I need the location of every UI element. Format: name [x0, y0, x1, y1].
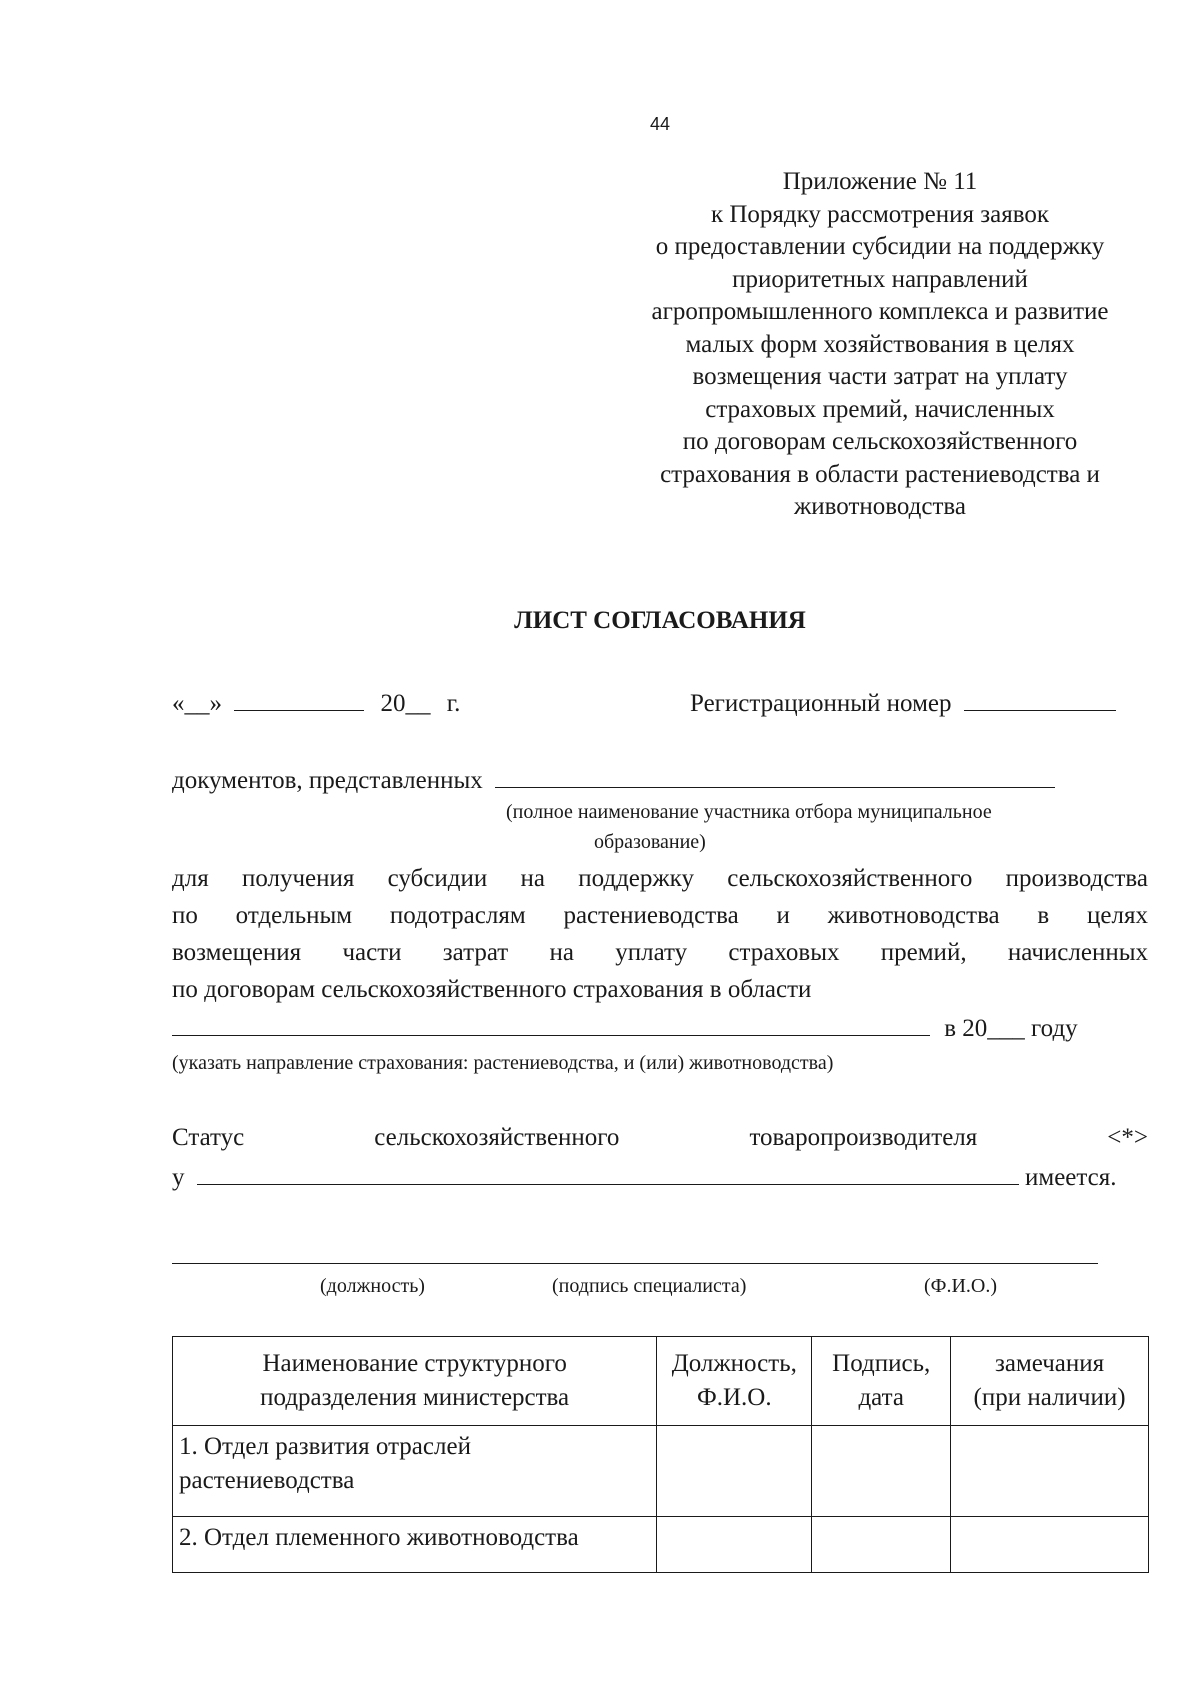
appendix-line: Приложение № 11: [782, 168, 978, 195]
word: начисленных: [1007, 939, 1148, 966]
appendix-line: малых форм хозяйствования в целях: [685, 330, 1075, 358]
documents-field: [172, 765, 1055, 795]
position-cell: [657, 1426, 812, 1517]
signature-fio-caption: (Ф.И.О.): [924, 1275, 998, 1297]
word: целях: [1087, 902, 1148, 929]
table-row: [173, 1517, 1149, 1573]
word: уплату: [615, 939, 688, 966]
date-day-quote: «__»: [172, 690, 222, 717]
word: <*>: [1107, 1124, 1148, 1151]
appendix-line: к Порядку рассмотрения заявок: [710, 200, 1050, 228]
appendix-line: страхования в области растениеводства и: [660, 460, 1100, 488]
word: поддержку: [578, 865, 694, 892]
appendix-line: агропромышленного комплекса и развитие: [651, 298, 1109, 325]
paragraph-line: по договорам сельскохозяйственного страхования в области: [172, 976, 812, 1003]
status-holder-field: [172, 1162, 1116, 1192]
insurance-direction-field: [172, 1013, 1078, 1043]
participant-caption-cont: образование): [594, 831, 706, 853]
holder-name-blank: [197, 1162, 1019, 1185]
word: подотраслям: [389, 902, 526, 929]
department-cell: 1. Отдел развития отраслей растениеводства: [173, 1426, 657, 1517]
word: сельскохозяйственного: [727, 865, 973, 892]
table-header-row: [173, 1337, 1149, 1426]
word: на: [549, 939, 574, 966]
word: животноводства: [827, 902, 1000, 929]
approval-table: [172, 1336, 1149, 1573]
signature-position-caption: (должность): [320, 1275, 425, 1297]
header-remarks: замечания (при наличии): [951, 1337, 1149, 1426]
registration-label: Регистрационный номер: [690, 690, 952, 717]
word: для: [172, 865, 209, 892]
appendix-line: страховых премий, начисленных: [705, 395, 1055, 423]
word: по: [172, 902, 198, 929]
appendix-line: по договорам сельскохозяйственного: [682, 428, 1078, 455]
position-cell: [657, 1517, 812, 1573]
signature-sign-caption: (подпись специалиста): [552, 1275, 747, 1297]
paragraph-line: [172, 902, 1148, 930]
appendix-line: возмещения части затрат на уплату: [692, 363, 1068, 390]
word: возмещения: [172, 939, 302, 966]
participant-name-blank: [495, 765, 1055, 788]
insurance-direction-caption: (указать направление страхования: растениеводства, и (или) животноводства): [172, 1052, 834, 1074]
word: части: [342, 939, 402, 966]
word: затрат: [442, 939, 509, 966]
word: на: [520, 865, 545, 892]
signature-line: [172, 1263, 1098, 1264]
date-year-suffix: г.: [446, 690, 461, 717]
document-title: ЛИСТ СОГЛАСОВАНИЯ: [514, 607, 806, 634]
date-field: [172, 688, 460, 718]
status-suffix: имеется.: [1025, 1164, 1117, 1191]
date-month-blank: [234, 688, 364, 711]
registration-number-field: [690, 688, 1116, 718]
appendix-header: [600, 166, 1160, 524]
documents-label: документов, представленных: [172, 767, 483, 794]
appendix-line: о предоставлении субсидии на поддержку: [655, 233, 1105, 260]
date-year-prefix: 20__: [380, 690, 431, 717]
paragraph-line: [172, 865, 1148, 893]
participant-caption: (полное наименование участника отбора муниципальное: [506, 801, 992, 823]
remarks-cell: [951, 1517, 1149, 1573]
word: товаропроизводителя: [749, 1124, 978, 1151]
appendix-line: животноводства: [794, 493, 966, 520]
signature-cell: [812, 1517, 951, 1573]
status-prefix: у: [172, 1164, 185, 1191]
header-signature: Подпись, дата: [812, 1337, 951, 1426]
paragraph-line: [172, 939, 1148, 967]
appendix-line: приоритетных направлений: [732, 265, 1028, 293]
header-department: Наименование структурного подразделения министерства: [173, 1337, 657, 1426]
page-number: 44: [649, 114, 671, 134]
word: сельскохозяйственного: [374, 1124, 620, 1151]
signature-cell: [812, 1426, 951, 1517]
word: субсидии: [387, 865, 488, 892]
registration-blank: [964, 688, 1116, 711]
word: получения: [241, 865, 355, 892]
word: в: [1037, 902, 1050, 929]
insurance-direction-blank: [172, 1013, 930, 1036]
department-cell: 2. Отдел племенного животноводства: [173, 1517, 657, 1573]
table-row: [173, 1426, 1149, 1517]
remarks-cell: [951, 1426, 1149, 1517]
word: премий,: [880, 939, 967, 966]
word: производства: [1005, 865, 1148, 892]
word: Статус: [172, 1124, 245, 1151]
word: страховых: [728, 939, 840, 966]
word: отдельным: [235, 902, 353, 929]
word: растениеводства: [563, 902, 739, 929]
word: и: [776, 902, 790, 929]
header-position: Должность, Ф.И.О.: [657, 1337, 812, 1426]
year-text: в 20___ году: [944, 1015, 1078, 1042]
status-line: [172, 1124, 1148, 1152]
